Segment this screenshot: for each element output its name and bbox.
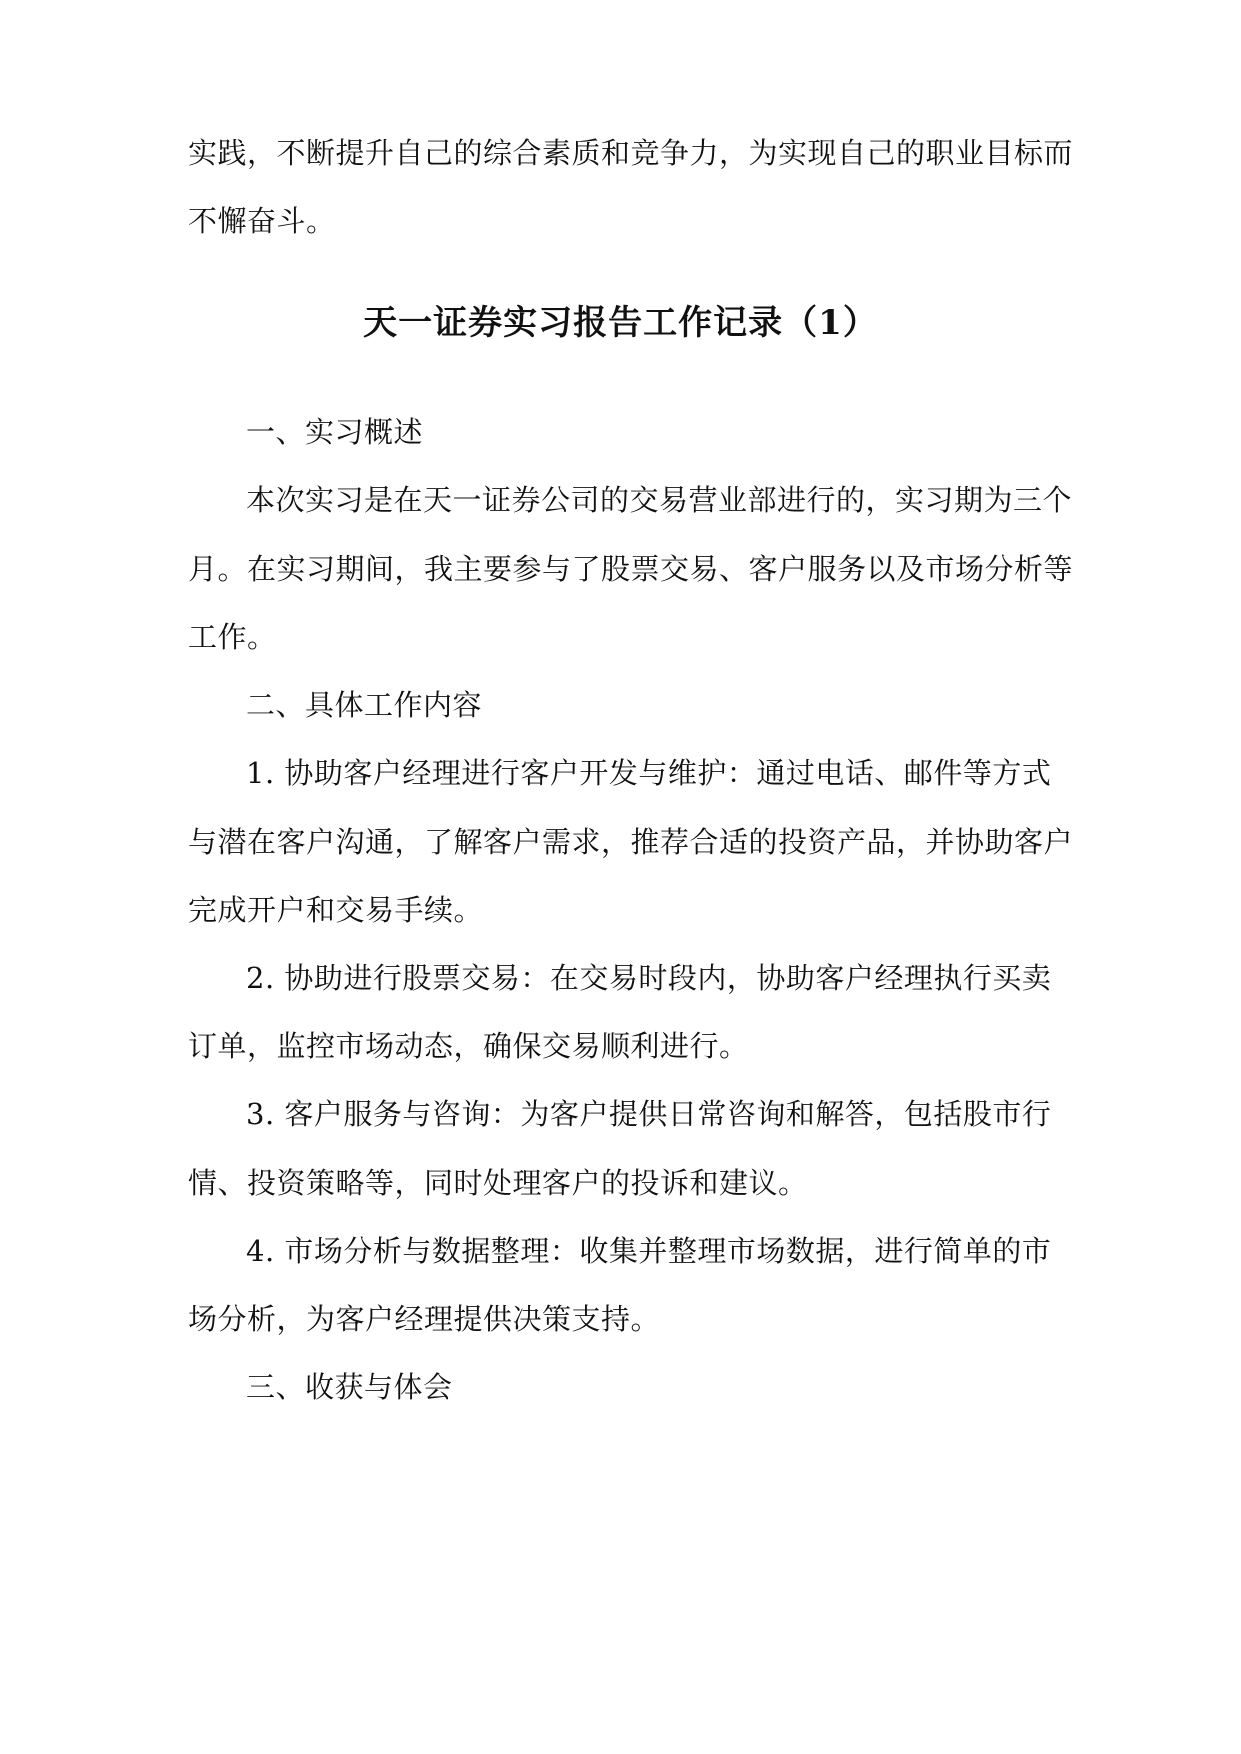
- item4-line-1: 4. 市场分析与数据整理：收集并整理市场数据，进行简单的市: [246, 1234, 1052, 1268]
- item3-line-2: 情、投资策略等，同时处理客户的投诉和建议。: [188, 1166, 808, 1200]
- item2-line-1: 2. 协助进行股票交易：在交易时段内，协助客户经理执行买卖: [246, 961, 1052, 995]
- item1-line-2: 与潜在客户沟通，了解客户需求，推荐合适的投资产品，并协助客户: [188, 825, 1074, 859]
- item2-line-2: 订单，监控市场动态，确保交易顺利进行。: [188, 1029, 749, 1063]
- item3-line-1: 3. 客户服务与咨询：为客户提供日常咨询和解答，包括股市行: [246, 1097, 1052, 1131]
- item4-line-2: 场分析，为客户经理提供决策支持。: [188, 1302, 661, 1336]
- document-title: 天一证券实习报告工作记录（1）: [363, 303, 878, 343]
- overview-para-line-3: 工作。: [188, 620, 277, 654]
- item1-line-1: 1. 协助客户经理进行客户开发与维护：通过电话、邮件等方式: [246, 756, 1052, 790]
- section-heading-gains: 三、收获与体会: [246, 1370, 453, 1404]
- item1-line-3: 完成开户和交易手续。: [188, 893, 484, 927]
- intro-line-1: 实践，不断提升自己的综合素质和竞争力，为实现自己的职业目标而: [188, 136, 1074, 170]
- section-heading-work-content: 二、具体工作内容: [246, 688, 483, 722]
- intro-line-2: 不懈奋斗。: [188, 204, 336, 238]
- overview-para-line-2: 月。在实习期间，我主要参与了股票交易、客户服务以及市场分析等: [188, 552, 1074, 586]
- section-heading-overview: 一、实习概述: [246, 415, 424, 449]
- overview-para-line-1: 本次实习是在天一证券公司的交易营业部进行的，实习期为三个: [246, 483, 1073, 517]
